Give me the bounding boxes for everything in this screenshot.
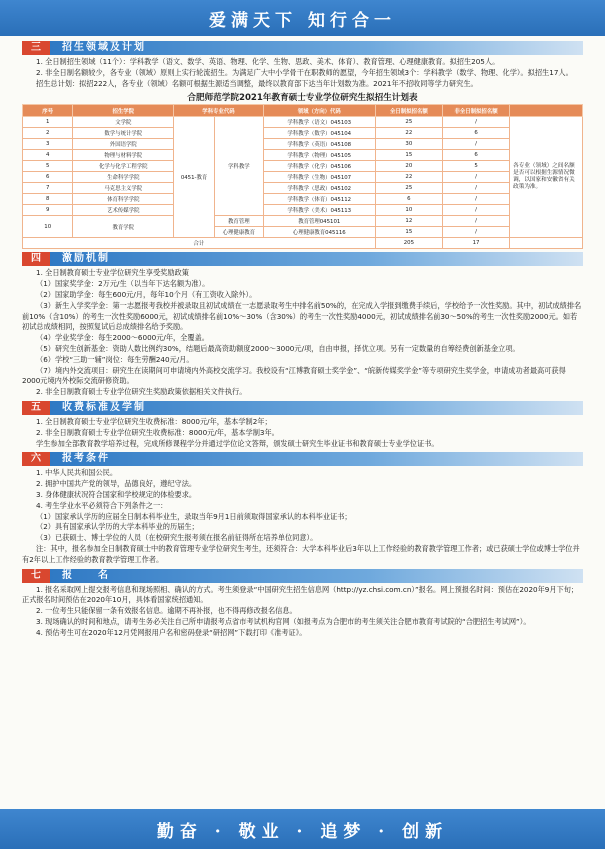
field-cell: 学科教学 [214,117,263,216]
section-number: 四 [22,252,50,266]
th-code: 学科专业代码 [174,105,264,117]
note-cell: 各专业（领域）之间名额是否可以根据生源情况微调，以国家和安徽省有关政策为准。 [510,117,583,238]
section-title: 激励机制 [50,252,583,266]
section-4-header [22,252,583,266]
table-row: 2 数学与统计学院 学科教学（数学）045104 22 6 [23,128,583,139]
table-row: 心理健康教育 心理健康教育045116 15 / [23,227,583,238]
section-3-header [22,41,583,55]
table-row: 6 生命科学学院 学科教学（生物）045107 22 / [23,172,583,183]
code-cell: 0451-教育 [174,117,215,238]
paragraph: 2. 拥护中国共产党的领导，品德良好，遵纪守法。 [36,479,197,489]
paragraph: 2. 非全日制名额较少，各专业（领域）原则上实行轮流招生。为满足广大中小学骨干在职教师的愿望，今年招生领域3个：学科教学（数学、物理、化学）。拟招生17人。 [36,67,573,77]
paragraph: （7）境内外交流项目：研究生在读期间可申请境内外高校交流学习。我校设有“江博教育硕士奖学金”、“皖新传媒奖学金”等专项研究生奖学金，申请成功者最高可获得2000元境内外校际交流研修资助。 [22,365,566,386]
paragraph: （1）国家奖学金：2万元/生（以当年下达名额为准）。 [36,279,210,289]
section-number: 六 [22,452,50,466]
paragraph: 3. 身体健康状况符合国家和学校规定的体检要求。 [36,489,197,499]
section-number: 五 [22,401,50,415]
th-direction: 领域（方向）代码 [263,105,375,117]
paragraph: （5）研究生创新基金：资助人数比例约30%，结题后最高资助额度2000～3000元/项，自由申报，择优立项。另有一定数量的自筹经费创新基金立项。 [36,343,520,353]
th-college: 招生学院 [73,105,174,117]
header-banner [0,0,605,36]
section-title: 收费标准及学制 [50,401,583,415]
table-row: 5 化学与化学工程学院 学科教学（化学）045106 20 5 [23,161,583,172]
paragraph: （4）学业奖学金：每生2000～6000元/年，全覆盖。 [36,333,209,343]
table-total-row: 合计 205 17 [23,238,583,249]
footer-banner [0,809,605,849]
table-row: 3 外国语学院 学科教学（英语）045108 30 / [23,139,583,150]
paragraph: （2）国家助学金：每生600元/月，每年10个月（有工资收入除外）。 [36,289,257,299]
table-row: 7 马克思主义学院 学科教学（思政）045102 25 / [23,183,583,194]
paragraph: 4. 预估考生可在2020年12月凭网报用户名和密码登录“研招网”下载打印《准考证》。 [36,627,307,637]
section-number: 三 [22,41,50,55]
paragraph: （6）学校“三助一辅”岗位：每生劳酬240元/月。 [36,354,194,364]
enrollment-plan-table [22,104,583,249]
paragraph: （1）国家承认学历的应届全日制本科毕业生，录取当年9月1日前须取得国家承认的本科毕业证书； [36,511,352,521]
paragraph: 注：其中，报名参加全日制教育硕士中的教育管理专业学位研究生考生，还须符合：大学本科毕业后3年以上工作经验的教育教学管理工作者；或已获硕士学位或博士学位并有2年以上工作经验的教育教学管理工作者。 [22,543,580,564]
paragraph: 1. 报名采取网上提交报考信息和现场照相、确认的方式。考生须登录“中国研究生招生信息网（http://yz.chsi.com.cn）”报名。网上预报名时间：预估在2020年9月下旬；正式报名时间预估在2020年10月，具体看国家统招通知。 [22,584,579,605]
table-header-row [23,105,583,117]
paragraph: 1. 全日制教育硕士专业学位研究生享受奖励政策 [36,268,189,278]
paragraph: （3）已获硕士、博士学位的人员（在校研究生报考须在报名前征得所在培养单位同意）。 [36,533,318,543]
paragraph: 1. 全日制教育硕士专业学位研究生收费标准：8000元/年，基本学制2年； [36,416,272,426]
paragraph: 2. 非全日制教育硕士专业学位研究生奖励政策依据相关文件执行。 [36,387,247,397]
paragraph: 2. 一位考生只能保留一条有效报名信息。逾期不再补报，也不得再修改报名信息。 [36,606,297,616]
table-row: 8 体育科学学院 学科教学（体育）045112 6 / [23,194,583,205]
th-fulltime: 全日制拟招名额 [375,105,442,117]
section-title: 招生领域及计划 [50,41,583,55]
footer-motto: 勤奋 · 敬业 · 追梦 · 创新 [156,821,449,842]
section-title: 报 名 [50,569,583,583]
paragraph: （2）具有国家承认学历的大学本科毕业的历届生； [36,522,199,532]
table-row: 4 物理与材料学院 学科教学（物理）045105 15 6 [23,150,583,161]
section-5-header [22,401,583,415]
th-note [510,105,583,117]
th-seq: 序号 [23,105,73,117]
paragraph: （3）新生入学奖学金：第一志愿报考我校并被录取且初试成绩在一志愿录取考生中排名前50%的，在完成入学报到缴费手续后，学校给予一次性奖励。其中，初试成绩排名前10%（含10%）的考生一次性奖励6000元，初试成绩排名前10%～30%（含30%）的考生一次性奖励4000元，初试成绩排名前30～50%的考生一次性奖励2000元。如若初试总成绩相同，按照复试后总成绩排名给予奖励。 [22,300,582,332]
section-title: 报考条件 [50,452,583,466]
table-row: 10 教育学院 教育管理 教育管理045101 12 / [23,216,583,227]
table-row: 1 文学院 0451-教育 学科教学 学科教学（语文）045103 25 / 各专业（领域）之间名额是否可以根据生源情况微调，以国家和安徽省有关政策为准。 [23,117,583,128]
section-6-header [22,452,583,466]
paragraph: 4. 考生学业水平必须符合下列条件之一： [36,500,168,510]
th-parttime: 非全日制拟招名额 [442,105,509,117]
paragraph: 2. 非全日制教育硕士专业学位研究生收费标准：8000元/年，基本学制3年。 [36,427,279,437]
table-title: 合肥师范学院2021年教育硕士专业学位研究生拟招生计划表 [187,93,418,104]
paragraph: 1. 全日制招生领域（11个）：学科教学（语文、数学、英语、物理、化学、生物、思政、美术、体育）、教育管理、心理健康教育。拟招生205人。 [36,57,500,66]
paragraph: 1. 中华人民共和国公民。 [36,468,118,478]
table-row: 9 艺术传媒学院 学科教学（美术）045113 10 / [23,205,583,216]
header-title: 爱满天下 知行合一 [209,10,396,31]
paragraph: 招生总计划：拟招222人，各专业（领域）名额可根据生源适当调整，最终以教育部下达当年计划数为准。2021年不招收同等学力研究生。 [36,78,478,88]
section-7-header [22,569,583,583]
section-number: 七 [22,569,50,583]
paragraph: 学生参加全部教育教学培养过程，完成所修课程学分并通过学位论文答辩，颁发硕士研究生毕业证书和教育硕士专业学位证书。 [36,438,439,448]
paragraph: 3. 现场确认的时间和地点，请考生务必关注自己所申请报考点省市考试机构官网（如报考点为合肥市的考生须关注合肥市教育考试院的“合肥招生考试网”）。 [36,616,531,626]
